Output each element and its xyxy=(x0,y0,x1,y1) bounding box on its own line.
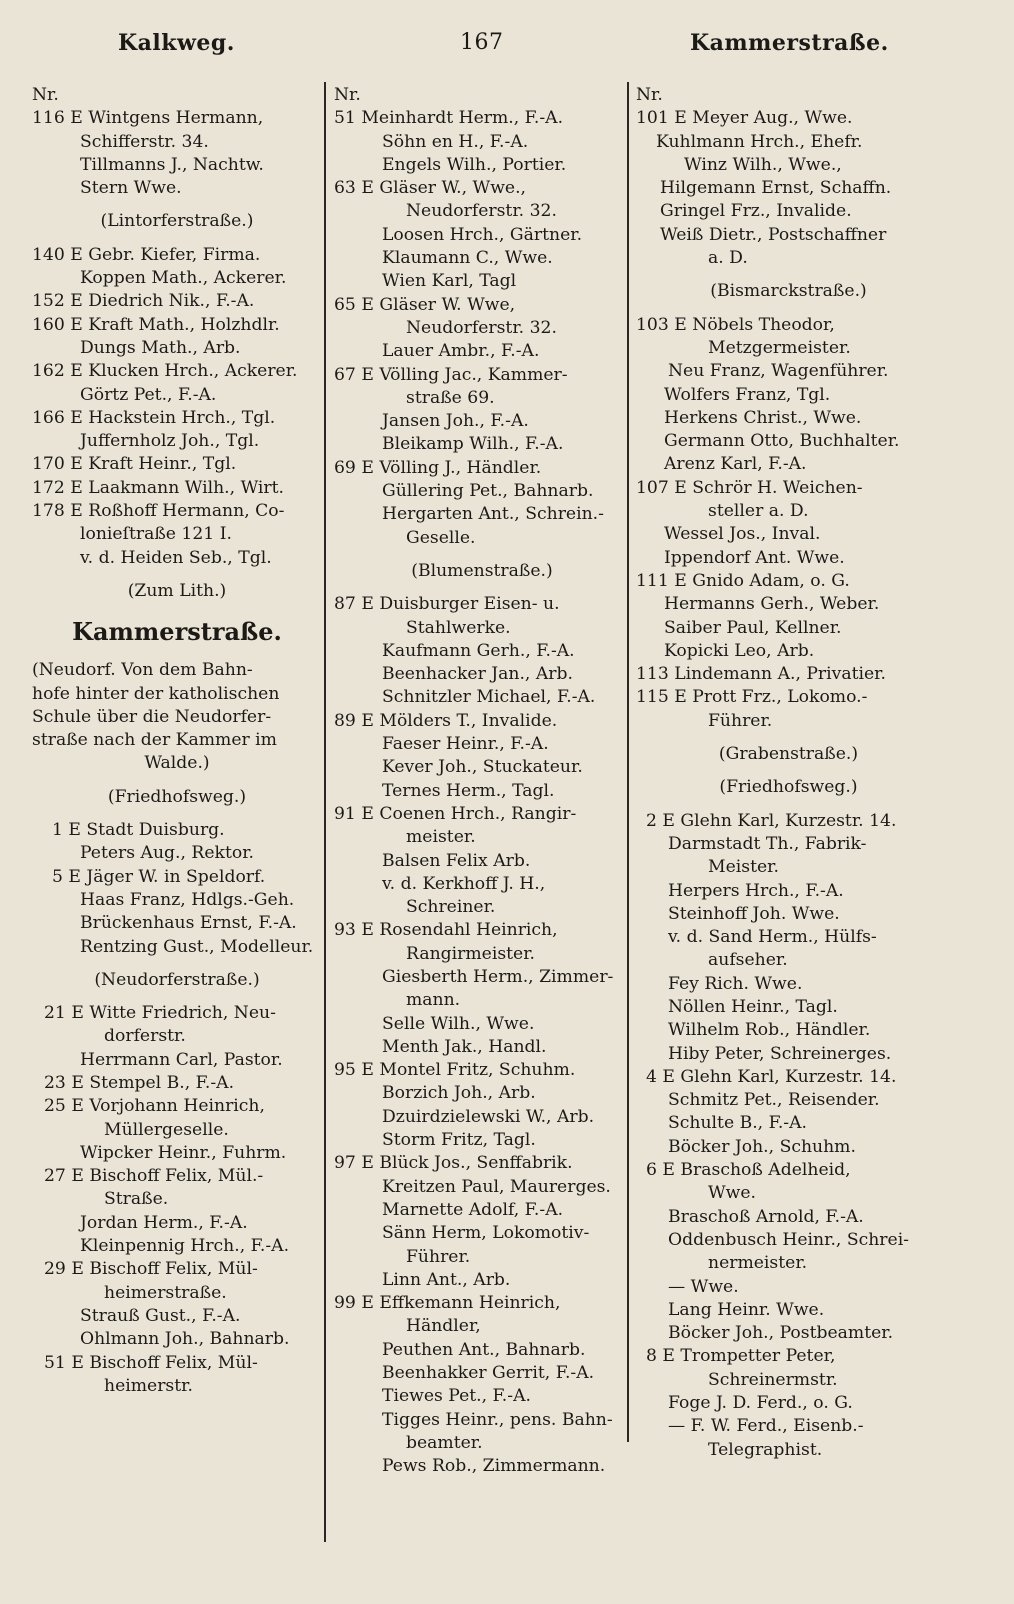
cross-street-label: (Zum Lith.) xyxy=(127,580,227,601)
entry-line: Führer. xyxy=(406,1246,471,1267)
entry-line: Schnitzler Michael, F.-A. xyxy=(382,687,596,708)
entry-line: v. d. Heiden Seb., Tgl. xyxy=(80,547,272,568)
entry-line: Schulte B., F.-A. xyxy=(668,1113,807,1134)
entry-line: Wien Karl, Tagl xyxy=(382,271,517,292)
entry-line: Selle Wilh., Wwe. xyxy=(382,1013,535,1034)
entry-line: 172 E Laakmann Wilh., Wirt. xyxy=(32,477,285,498)
entry-line: Hermanns Gerh., Weber. xyxy=(664,594,880,615)
entry-line: Wilhelm Rob., Händler. xyxy=(668,1020,871,1041)
entry-line: Schmitz Pet., Reisender. xyxy=(668,1090,880,1111)
entry-line: Rangirmeister. xyxy=(406,943,536,964)
entry-line: 103 E Nöbels Theodor, xyxy=(636,314,835,335)
entry-line: Tillmanns J., Nachtw. xyxy=(80,154,264,175)
entry-line: 107 E Schrör H. Weichen- xyxy=(636,477,863,498)
entry-line: v. d. Sand Herm., Hülfs- xyxy=(668,927,877,948)
entry-line: 91 E Coenen Hrch., Rangir- xyxy=(334,803,577,824)
entry-line: 160 E Kraft Math., Holzhdlr. xyxy=(32,314,280,335)
entry-line: straße 69. xyxy=(406,387,495,408)
entry-line: Ternes Herm., Tagl. xyxy=(382,780,555,801)
cross-street-label: (Friedhofsweg.) xyxy=(107,786,247,807)
entry-line: Menth Jak., Handl. xyxy=(382,1036,547,1057)
entry-line: nermeister. xyxy=(708,1253,808,1274)
entry-line: 178 E Roßhoff Hermann, Co- xyxy=(32,501,285,522)
entry-line: Foge J. D. Ferd., o. G. xyxy=(668,1393,853,1414)
entry-line: Lauer Ambr., F.-A. xyxy=(382,341,540,362)
entry-line: 27 E Bischoff Felix, Mül.- xyxy=(44,1166,264,1187)
entry-line: Brückenhaus Ernst, F.-A. xyxy=(80,913,297,934)
entry-line: Marnette Adolf, F.-A. xyxy=(382,1199,564,1220)
cross-street-label: (Blumenstraße.) xyxy=(411,560,553,581)
column-nr-label: Nr. xyxy=(334,85,361,105)
entry-line: 51 Meinhardt Herm., F.-A. xyxy=(334,108,564,129)
entry-line: Schreiner. xyxy=(406,897,496,918)
section-intro-line: Schule über die Neudorfer- xyxy=(32,706,272,727)
entry-line: Tigges Heinr., pens. Bahn- xyxy=(382,1409,613,1430)
entry-line: 2 E Glehn Karl, Kurzestr. 14. xyxy=(646,810,897,831)
entry-line: Kaufmann Gerh., F.-A. xyxy=(382,640,575,661)
entry-line: Straße. xyxy=(104,1189,169,1210)
entry-line: 115 E Prott Frz., Lokomo.- xyxy=(636,687,868,708)
entry-line: Wipcker Heinr., Fuhrm. xyxy=(80,1142,287,1163)
entry-line: 89 E Mölders T., Invalide. xyxy=(334,710,558,731)
entry-line: Storm Fritz, Tagl. xyxy=(382,1130,536,1151)
entry-line: steller a. D. xyxy=(708,501,809,522)
cross-street-label: (Grabenstraße.) xyxy=(718,744,859,765)
entry-line: Giesberth Herm., Zimmer- xyxy=(382,966,614,987)
entry-line: 29 E Bischoff Felix, Mül- xyxy=(44,1259,258,1280)
cross-street-label: (Neudorferstraße.) xyxy=(94,969,260,990)
entry-line: Neudorferstr. 32. xyxy=(406,317,557,338)
entry-line: 8 E Trompetter Peter, xyxy=(646,1346,836,1367)
entry-line: aufseher. xyxy=(708,950,788,971)
entry-line: 113 Lindemann A., Privatier. xyxy=(636,664,886,685)
entry-line: Kleinpennig Hrch., F.-A. xyxy=(80,1236,290,1257)
column-nr-label: Nr. xyxy=(32,85,59,105)
section-intro-line: (Neudorf. Von dem Bahn- xyxy=(32,660,253,681)
entry-line: Jordan Herm., F.-A. xyxy=(80,1212,248,1233)
entry-line: Söhn en H., F.-A. xyxy=(382,131,529,152)
entry-line: Rentzing Gust., Modelleur. xyxy=(80,936,314,957)
entry-line: Weiß Dietr., Postschaffner xyxy=(660,224,887,245)
entry-line: Böcker Joh., Schuhm. xyxy=(668,1136,856,1157)
entry-line: Engels Wilh., Portier. xyxy=(382,154,567,175)
entry-line: Neudorferstr. 32. xyxy=(406,201,557,222)
entry-line: Tiewes Pet., F.-A. xyxy=(382,1386,531,1407)
entry-line: dorferstr. xyxy=(104,1026,186,1047)
entry-line: 166 E Hackstein Hrch., Tgl. xyxy=(32,407,276,428)
column-1 xyxy=(32,84,322,1398)
entry-line: Juffernholz Joh., Tgl. xyxy=(80,431,260,452)
entry-line: beamter. xyxy=(406,1432,483,1453)
cross-street-label: (Bismarckstraße.) xyxy=(710,281,867,302)
entry-line: Winz Wilh., Wwe., xyxy=(684,154,842,175)
entry-line: Darmstadt Th., Fabrik- xyxy=(668,833,867,854)
entry-line: 1 E Stadt Duisburg. xyxy=(52,820,225,841)
entry-line: Dzuirdzielewski W., Arb. xyxy=(382,1106,595,1127)
entry-line: Sänn Herm, Lokomotiv- xyxy=(382,1223,590,1244)
entry-line: Dungs Math., Arb. xyxy=(80,337,241,358)
entry-line: 4 E Glehn Karl, Kurzestr. 14. xyxy=(646,1066,897,1087)
entry-line: a. D. xyxy=(708,248,748,269)
column-3 xyxy=(636,84,941,1462)
entry-line: Telegraphist. xyxy=(708,1439,823,1460)
column-2 xyxy=(334,84,630,1479)
entry-line: 67 E Völling Jac., Kammer- xyxy=(334,364,568,385)
entry-line: Stern Wwe. xyxy=(80,178,182,199)
entry-line: Böcker Joh., Postbeamter. xyxy=(668,1323,894,1344)
entry-line: 101 E Meyer Aug., Wwe. xyxy=(636,108,853,129)
entry-line: 21 E Witte Friedrich, Neu- xyxy=(44,1003,276,1024)
entry-line: 25 E Vorjohann Heinrich, xyxy=(44,1096,265,1117)
entry-line: 116 E Wintgens Hermann, xyxy=(32,108,264,129)
entry-line: 87 E Duisburger Eisen- u. xyxy=(334,594,560,615)
section-intro-line: hofe hinter der katholischen xyxy=(32,683,280,704)
entry-line: 69 E Völling J., Händler. xyxy=(334,457,542,478)
entry-line: Beenhakker Gerrit, F.-A. xyxy=(382,1363,595,1384)
entry-line: Peuthen Ant., Bahnarb. xyxy=(382,1339,586,1360)
entry-line: Nöllen Heinr., Tagl. xyxy=(668,996,838,1017)
column-divider-left xyxy=(324,82,326,1542)
entry-line: Metzgermeister. xyxy=(708,337,851,358)
entry-line: Koppen Math., Ackerer. xyxy=(80,268,287,289)
entry-line: 51 E Bischoff Felix, Mül- xyxy=(44,1352,258,1373)
entry-line: Kreitzen Paul, Maurerges. xyxy=(382,1176,611,1197)
entry-line: Balsen Felix Arb. xyxy=(382,850,531,871)
entry-line: Klaumann C., Wwe. xyxy=(382,248,553,269)
entry-line: Jansen Joh., F.-A. xyxy=(382,411,529,432)
entry-line: Herkens Christ., Wwe. xyxy=(664,407,862,428)
entry-line: 93 E Rosendahl Heinrich, xyxy=(334,920,558,941)
entry-line: 95 E Montel Fritz, Schuhm. xyxy=(334,1060,576,1081)
entry-line: Wwe. xyxy=(708,1183,757,1204)
entry-line: Kopicki Leo, Arb. xyxy=(664,640,815,661)
entry-line: Kever Joh., Stuckateur. xyxy=(382,757,583,778)
entry-line: Lang Heinr. Wwe. xyxy=(668,1299,825,1320)
entry-line: Steinhoff Joh. Wwe. xyxy=(668,903,840,924)
entry-line: — F. W. Ferd., Eisenb.- xyxy=(668,1416,864,1437)
section-intro-line: straße nach der Kammer im xyxy=(32,730,277,751)
entry-line: Müllergeselle. xyxy=(104,1119,229,1140)
entry-line: Braschoß Arnold, F.-A. xyxy=(668,1206,864,1227)
entry-line: Beenhacker Jan., Arb. xyxy=(382,664,573,685)
entry-line: meister. xyxy=(406,827,476,848)
entry-line: Haas Franz, Hdlgs.-Geh. xyxy=(80,889,295,910)
entry-line: 170 E Kraft Heinr., Tgl. xyxy=(32,454,237,475)
header-left-street: Kalkweg. xyxy=(118,30,235,56)
entry-line: 65 E Gläser W. Wwe, xyxy=(334,294,516,315)
entry-line: Schreinermstr. xyxy=(708,1369,838,1390)
entry-line: — Wwe. xyxy=(668,1276,739,1297)
entry-line: Herpers Hrch., F.-A. xyxy=(668,880,844,901)
entry-line: 23 E Stempel B., F.-A. xyxy=(44,1072,235,1093)
entry-line: Neu Franz, Wagenführer. xyxy=(668,361,889,382)
entry-line: Kuhlmann Hrch., Ehefr. xyxy=(656,131,863,152)
entry-line: mann. xyxy=(406,990,461,1011)
entry-line: 140 E Gebr. Kiefer, Firma. xyxy=(32,244,261,265)
entry-line: Ohlmann Joh., Bahnarb. xyxy=(80,1329,290,1350)
entry-line: Strauß Gust., F.-A. xyxy=(80,1305,241,1326)
section-title: Kammerstraße. xyxy=(72,617,282,647)
entry-line: 162 E Klucken Hrch., Ackerer. xyxy=(32,361,298,382)
section-intro-line: Walde.) xyxy=(144,753,210,774)
entry-line: Meister. xyxy=(708,857,779,878)
entry-line: Schifferstr. 34. xyxy=(80,131,209,152)
entry-line: lonieſtraße 121 I. xyxy=(80,524,232,545)
entry-line: heimerstr. xyxy=(104,1375,193,1396)
entry-line: Pews Rob., Zimmermann. xyxy=(382,1456,606,1477)
page-number: 167 xyxy=(460,30,504,55)
entry-line: Wolfers Franz, Tgl. xyxy=(664,384,831,405)
entry-line: 97 E Blück Jos., Senffabrik. xyxy=(334,1153,573,1174)
entry-line: Loosen Hrch., Gärtner. xyxy=(382,224,583,245)
entry-line: Hilgemann Ernst, Schaffn. xyxy=(660,178,892,199)
cross-street-label: (Lintorferstraße.) xyxy=(100,211,254,232)
entry-line: Hergarten Ant., Schrein.- xyxy=(382,504,604,525)
entry-line: Peters Aug., Rektor. xyxy=(80,843,254,864)
entry-line: Ippendorf Ant. Wwe. xyxy=(664,547,845,568)
entry-line: Führer. xyxy=(708,710,773,731)
entry-line: heimerstraße. xyxy=(104,1282,227,1303)
entry-line: Stahlwerke. xyxy=(406,617,511,638)
entry-line: Linn Ant., Arb. xyxy=(382,1269,511,1290)
entry-line: 99 E Effkemann Heinrich, xyxy=(334,1293,561,1314)
entry-line: Händler, xyxy=(406,1316,481,1337)
entry-line: 5 E Jäger W. in Speldorf. xyxy=(52,866,266,887)
entry-line: Hiby Peter, Schreinerges. xyxy=(668,1043,892,1064)
entry-line: Gringel Frz., Invalide. xyxy=(660,201,852,222)
entry-line: 6 E Braschoß Adelheid, xyxy=(646,1160,851,1181)
entry-line: Oddenbusch Heinr., Schrei- xyxy=(668,1229,909,1250)
entry-line: Germann Otto, Buchhalter. xyxy=(664,431,900,452)
entry-line: Saiber Paul, Kellner. xyxy=(664,617,842,638)
entry-line: 152 E Diedrich Nik., F.-A. xyxy=(32,291,255,312)
entry-line: Fey Rich. Wwe. xyxy=(668,973,803,994)
entry-line: 63 E Gläser W., Wwe., xyxy=(334,178,527,199)
entry-line: Güllering Pet., Bahnarb. xyxy=(382,481,594,502)
entry-line: Wessel Jos., Inval. xyxy=(664,524,821,545)
entry-line: Geselle. xyxy=(406,527,476,548)
entry-line: Arenz Karl, F.-A. xyxy=(664,454,807,475)
column-nr-label: Nr. xyxy=(636,85,663,105)
entry-line: Borzich Joh., Arb. xyxy=(382,1083,536,1104)
entry-line: v. d. Kerkhoff J. H., xyxy=(382,873,546,894)
entry-line: Herrmann Carl, Pastor. xyxy=(80,1049,283,1070)
cross-street-label: (Friedhofsweg.) xyxy=(719,777,858,798)
entry-line: Bleikamp Wilh., F.-A. xyxy=(382,434,564,455)
entry-line: 111 E Gnido Adam, o. G. xyxy=(636,570,850,591)
header-right-street: Kammerstraße. xyxy=(690,30,889,56)
entry-line: Görtz Pet., F.-A. xyxy=(80,384,217,405)
entry-line: Faeser Heinr., F.-A. xyxy=(382,734,549,755)
